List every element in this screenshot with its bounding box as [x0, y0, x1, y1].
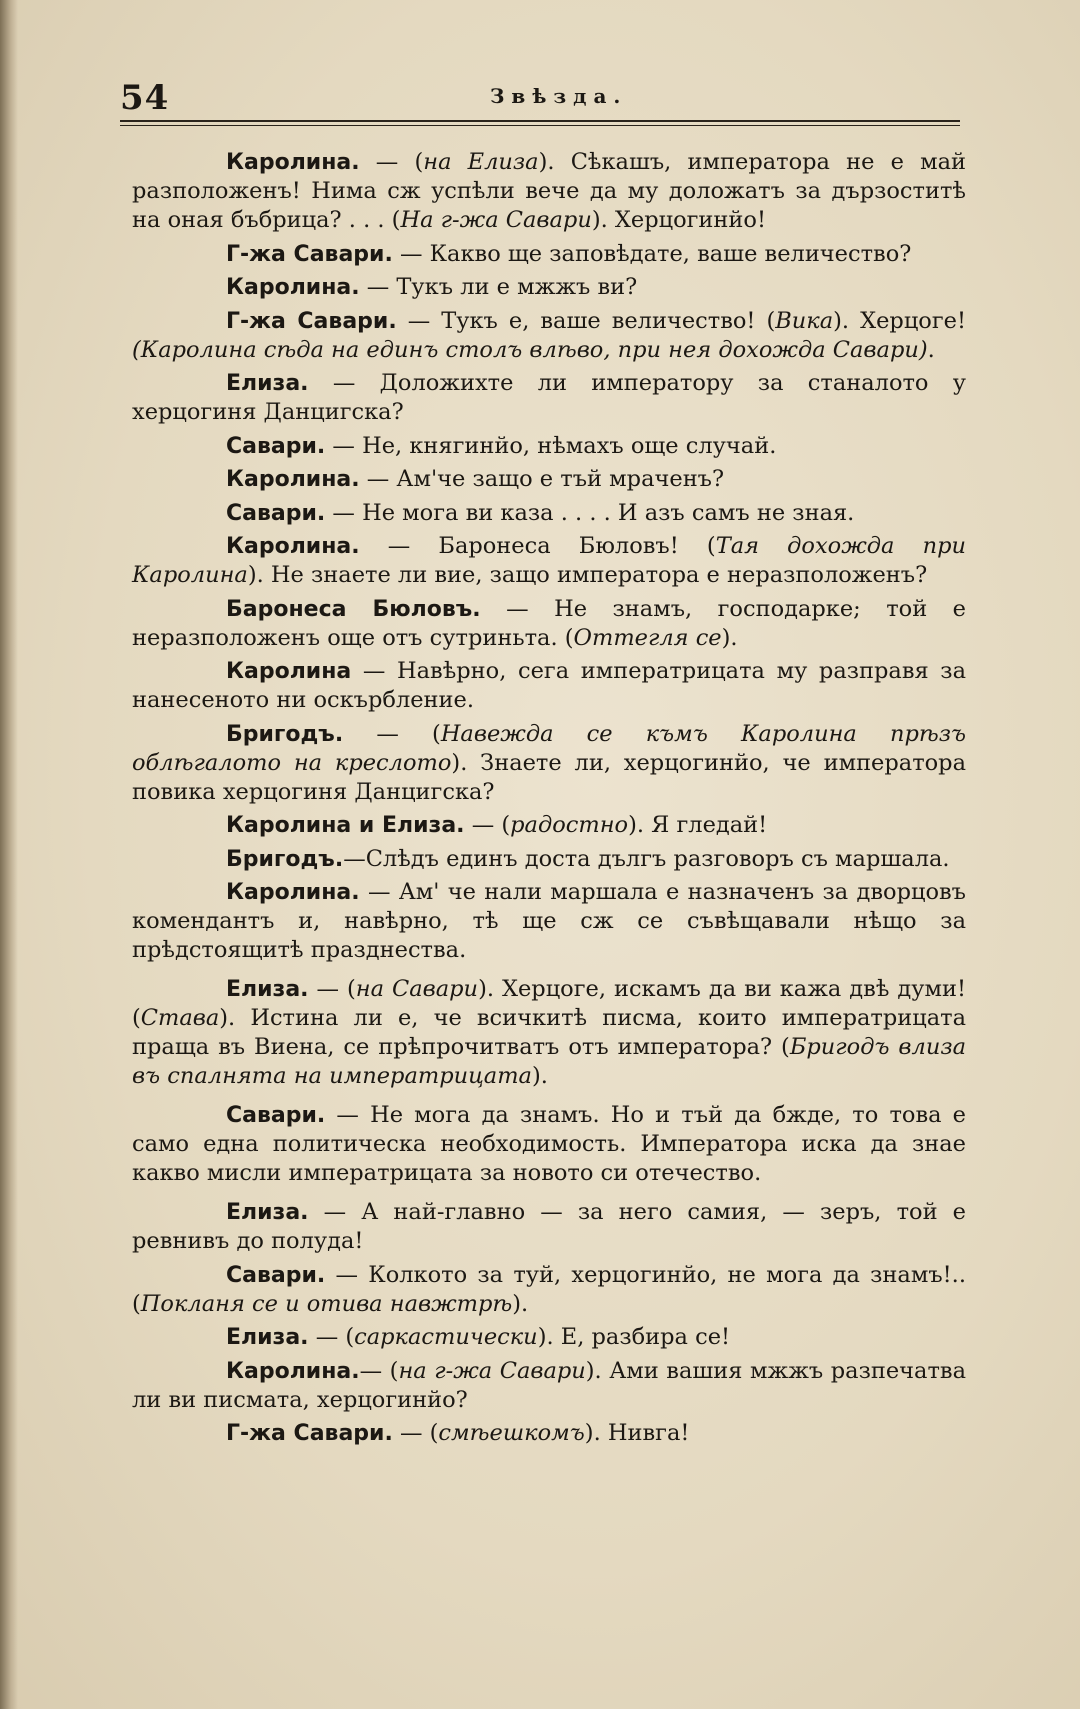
- speech-text: — А най-главно — за него самия, — зеръ, той е ревнивъ до полуда!: [132, 1199, 966, 1254]
- speech-text: ). Херцоге!: [833, 307, 967, 334]
- speech-text: — Не мога ви каза . . . . И азъ самъ не зная.: [325, 499, 855, 526]
- dialogue-paragraph: [132, 465, 966, 494]
- speech-text: ). Истина ли е, че всичкитѣ писма, които императрицата праща въ Виена, се прѣпрочитватъ отъ императора? (: [132, 1005, 966, 1060]
- stage-direction: на Савари: [355, 976, 479, 1002]
- speech-text: — (: [343, 720, 441, 747]
- speech-text: ). Херцогинйо!: [591, 207, 767, 233]
- speech-text: — Не знамъ, господарке; той е неразположенъ още отъ сутриньта. (: [132, 595, 967, 651]
- speaker-name: Савари.: [226, 433, 326, 459]
- dialogue-paragraph: [132, 273, 966, 302]
- stage-direction: на Елиза: [423, 149, 539, 175]
- speech-text: ). Сѣкашъ, императора не е май разположенъ! Нима сж успѣли вече да му доложатъ за дързоститѣ на оная бъбрица? . . . (: [132, 149, 966, 233]
- speaker-name: Каролина и Елиза.: [226, 813, 465, 838]
- dialogue-paragraph: [132, 811, 966, 840]
- speech-text: ). Е, разбира се!: [537, 1324, 731, 1350]
- dialogue-paragraph: [132, 307, 966, 365]
- dialogue-paragraph: [132, 240, 966, 269]
- speech-text: — Колкото за туй, херцогинйо, не мога да знамъ!.. (: [132, 1261, 966, 1317]
- book-spine-shadow: [0, 0, 18, 1709]
- dialogue-paragraph: [132, 878, 966, 965]
- speech-text: ). Ами вашия мжжъ разпечатва ли ви писмата, херцогинйо?: [132, 1357, 967, 1413]
- speech-text: — (: [464, 812, 511, 838]
- stage-direction: Оттегля се: [573, 624, 722, 651]
- speaker-name: Бригодъ.: [226, 721, 344, 747]
- speech-text: ). Не знаете ли вие, защо императора е неразположенъ?: [247, 562, 928, 588]
- dialogue-paragraph: [132, 1101, 966, 1188]
- header-rule-thin: [120, 125, 960, 126]
- speech-text: — (: [359, 1357, 399, 1384]
- speech-text: — Ам' че нали маршала е назначенъ за дворцовъ комендантъ и, навѣрно, тѣ ще сж се съвѣщавали нѣщо за прѣдстоящитѣ празднества.: [132, 879, 966, 963]
- speaker-name: Каролина.: [226, 467, 360, 492]
- speech-text: .: [927, 336, 935, 363]
- body-text: [132, 148, 966, 1453]
- speaker-name: Елиза.: [226, 371, 309, 396]
- stage-direction: на г-жа Савари: [398, 1357, 586, 1384]
- header-rule-thick: [120, 120, 960, 122]
- dialogue-paragraph: [132, 720, 966, 807]
- dialogue-paragraph: [132, 1419, 966, 1448]
- speaker-name: Баронеса Бюловъ.: [226, 596, 481, 622]
- dialogue-paragraph: [132, 432, 966, 461]
- stage-direction: Навежда се къмъ Каролина прѣзъ облѣгалото на креслото: [132, 720, 966, 776]
- speech-text: —Слѣдъ единъ доста дългъ разговоръ съ маршала.: [343, 845, 950, 872]
- speaker-name: Каролина.: [226, 150, 360, 175]
- stage-direction: смѣешкомъ: [438, 1420, 585, 1446]
- speech-text: — Какво ще заповѣдате, ваше величество?: [392, 240, 912, 267]
- speaker-name: Г-жа Савари.: [226, 241, 393, 267]
- speech-text: — (: [308, 1324, 355, 1350]
- speaker-name: Савари.: [226, 1103, 326, 1128]
- speaker-name: Каролина.: [226, 275, 360, 300]
- speaker-name: Каролина.: [226, 534, 360, 559]
- speech-text: ).: [721, 624, 738, 651]
- stage-direction: радостно: [510, 812, 629, 838]
- dialogue-paragraph: [132, 1198, 966, 1256]
- speech-text: ). Знаете ли, херцогинйо, че императора повика херцогиня Данцигска?: [132, 749, 967, 805]
- speech-text: ).: [512, 1290, 529, 1317]
- speech-text: ). Я гледай!: [628, 812, 768, 838]
- speaker-name: Каролина.: [226, 880, 360, 905]
- dialogue-paragraph: [132, 499, 966, 528]
- speech-text: ). Херцоге, искамъ да ви кажа двѣ думи! (: [132, 976, 967, 1031]
- dialogue-paragraph: [132, 975, 966, 1091]
- speech-text: — Тукъ е, ваше величество! (: [396, 307, 776, 334]
- speech-text: — (: [392, 1420, 439, 1446]
- speech-text: — Тукъ ли е мжжъ ви?: [359, 274, 638, 300]
- speech-text: — (: [308, 976, 356, 1002]
- dialogue-paragraph: [132, 1323, 966, 1352]
- speech-text: — (: [359, 149, 424, 175]
- speech-text: ).: [531, 1063, 548, 1089]
- dialogue-paragraph: [132, 1261, 966, 1319]
- speech-text: — Доложихте ли императору за станалото у херцогиня Данцигска?: [132, 370, 966, 425]
- stage-direction: (Каролина сѣда на единъ столъ влѣво, при нея дохожда Савари): [132, 336, 928, 363]
- speech-text: — Баронеса Бюловъ! (: [359, 533, 716, 559]
- speaker-name: Г-жа Савари.: [226, 308, 397, 334]
- dialogue-paragraph: [132, 1357, 966, 1415]
- speaker-name: Елиза.: [226, 1200, 309, 1225]
- page-header: [120, 78, 960, 118]
- speech-text: — Навѣрно, сега императрицата му разправя за нанесеното ни оскърбление.: [132, 658, 966, 713]
- stage-direction: На г-жа Савари: [400, 207, 592, 233]
- speech-text: — Не, княгинйо, нѣмахъ още случай.: [325, 432, 777, 459]
- dialogue-paragraph: [132, 532, 966, 590]
- speaker-name: Каролина: [226, 659, 352, 684]
- dialogue-paragraph: [132, 595, 966, 653]
- speaker-name: Г-жа Савари.: [226, 1421, 393, 1446]
- running-title: Звѣзда.: [490, 84, 628, 108]
- speaker-name: Елиза.: [226, 1325, 309, 1350]
- stage-direction: Става: [140, 1005, 220, 1031]
- speech-text: ). Нивга!: [584, 1420, 690, 1446]
- dialogue-paragraph: [132, 148, 966, 235]
- page-number: 54: [120, 78, 170, 118]
- stage-direction: Вика: [775, 307, 834, 334]
- stage-direction: Бригодъ влиза въ спалнята на императрицата: [132, 1034, 967, 1089]
- dialogue-paragraph: [132, 845, 966, 874]
- speaker-name: Елиза.: [226, 977, 309, 1002]
- speaker-name: Савари.: [226, 500, 326, 526]
- speaker-name: Каролина.: [226, 1358, 360, 1384]
- speech-text: — Ам'че защо е тъй мраченъ?: [359, 466, 725, 492]
- speaker-name: Савари.: [226, 1262, 326, 1288]
- stage-direction: саркастически: [354, 1324, 538, 1350]
- stage-direction: Покланя се и отива навжтрѣ: [140, 1290, 513, 1317]
- stage-direction: Тая дохожда при Каролина: [132, 533, 966, 588]
- speech-text: — Не мога да знамъ. Но и тъй да бжде, то това е само една политическа необходимость. Императора иска да знае какво мисли императрицата за новото си отечество.: [132, 1102, 966, 1186]
- speaker-name: Бригодъ.: [226, 846, 344, 872]
- dialogue-paragraph: [132, 369, 966, 427]
- dialogue-paragraph: [132, 657, 966, 715]
